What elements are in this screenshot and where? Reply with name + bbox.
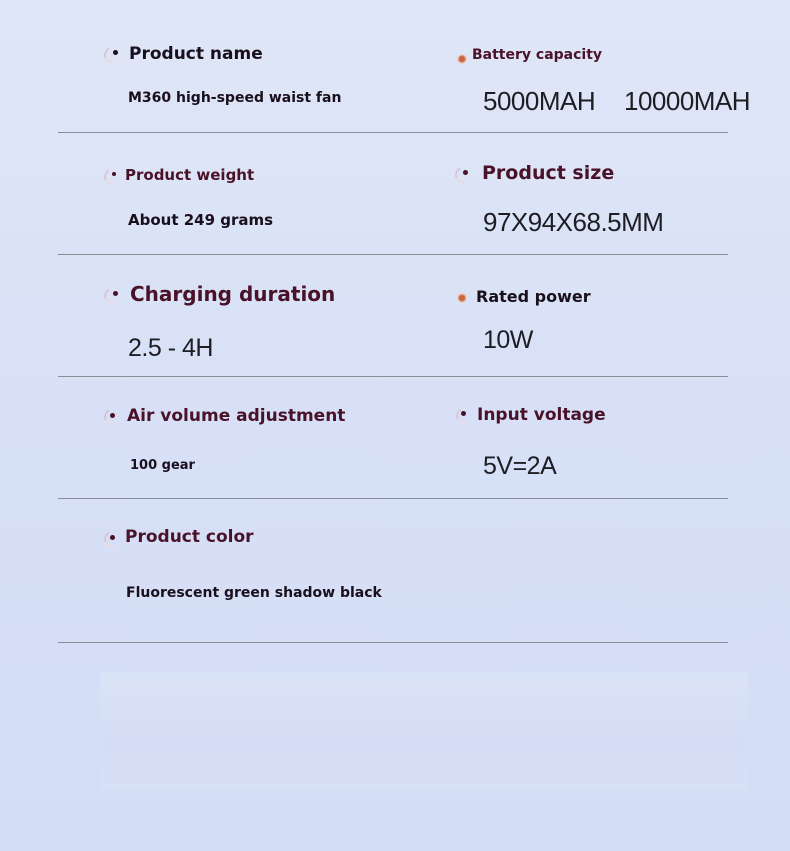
product-size-label: Product size <box>482 162 615 184</box>
battery-capacity-value-b: 10000MAH <box>624 86 751 116</box>
input-voltage-value: 5V=2A <box>483 452 557 480</box>
air-volume-label: Air volume adjustment <box>127 406 346 426</box>
rated-power-value: 10W <box>483 326 533 354</box>
orange-bullet-icon <box>455 52 469 66</box>
divider <box>58 376 728 377</box>
battery-capacity-label: Battery capacity <box>472 47 603 63</box>
bullet-icon <box>104 47 118 61</box>
rated-power-label: Rated power <box>476 287 591 306</box>
charging-duration-label: Charging duration <box>130 282 336 306</box>
bullet-icon <box>104 288 118 302</box>
battery-capacity-value-a: 5000MAH <box>483 86 596 116</box>
bullet-icon <box>456 408 470 422</box>
orange-bullet-icon <box>455 291 469 305</box>
input-voltage-label: Input voltage <box>477 405 606 425</box>
divider <box>58 498 728 499</box>
bullet-icon <box>104 531 118 545</box>
divider <box>58 642 728 643</box>
product-size-value: 97X94X68.5MM <box>483 207 664 237</box>
product-name-value: M360 high-speed waist fan <box>128 90 342 106</box>
product-color-value: Fluorescent green shadow black <box>126 585 382 601</box>
divider <box>58 254 728 255</box>
bottom-panel <box>100 673 748 790</box>
product-color-label: Product color <box>125 527 254 547</box>
product-name-label: Product name <box>129 44 263 64</box>
bullet-icon <box>455 167 469 181</box>
air-volume-value: 100 gear <box>130 458 195 473</box>
charging-duration-value: 2.5 - 4H <box>128 334 213 362</box>
bullet-icon <box>104 169 118 183</box>
divider <box>58 132 728 133</box>
product-weight-label: Product weight <box>125 166 255 184</box>
product-weight-value: About 249 grams <box>128 211 274 229</box>
bullet-icon <box>104 409 118 423</box>
